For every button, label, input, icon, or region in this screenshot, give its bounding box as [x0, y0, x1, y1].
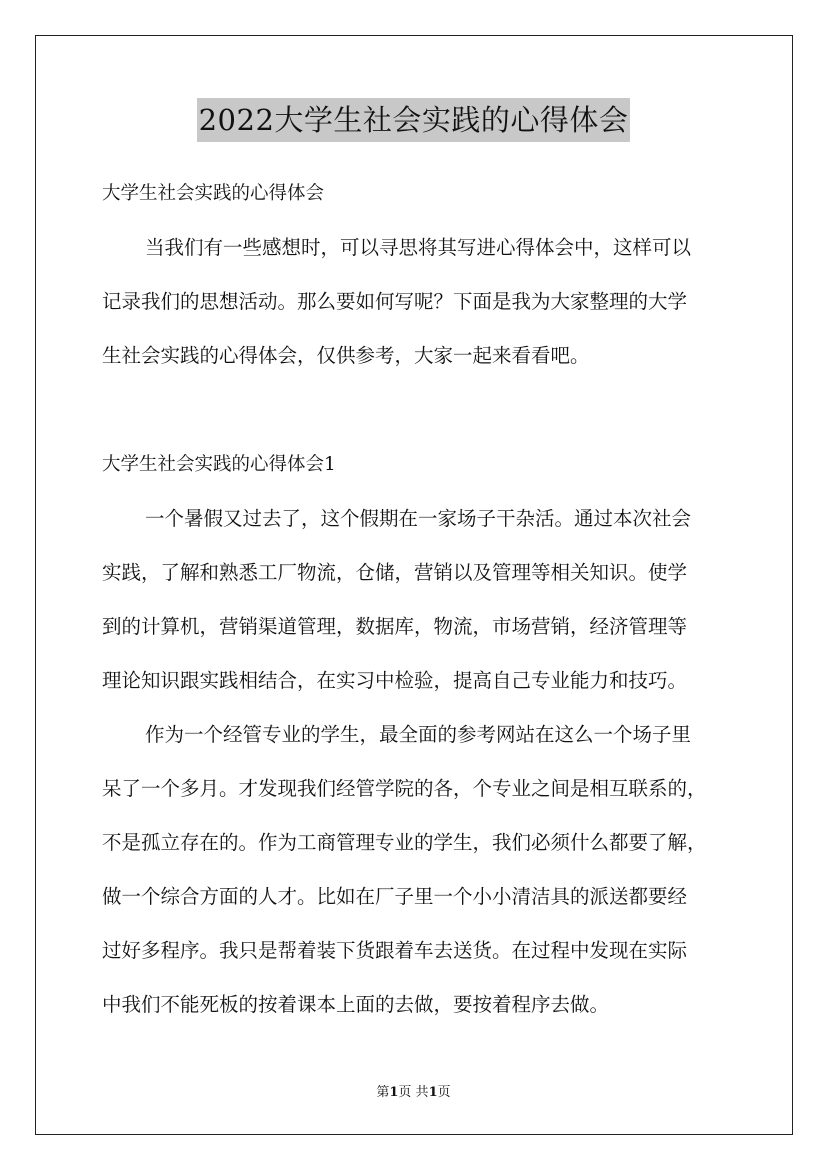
- paragraph2-line-4: 做一个综合方面的人才。比如在厂子里一个小小清洁具的派送都要经: [102, 885, 688, 908]
- paragraph1-line-4: 理论知识跟实践相结合，在实习中检验，提高自己专业能力和技巧。: [102, 669, 688, 692]
- paragraph2-line-1: 作为一个经管专业的学生，最全面的参考网站在这么一个场子里: [145, 723, 692, 746]
- intro-line-3: 生社会实践的心得体会，仅供参考，大家一起来看看吧。: [102, 344, 590, 367]
- page-footer: [0, 1084, 827, 1102]
- footer-page-prefix: 第: [376, 1085, 390, 1100]
- title-container: [0, 98, 827, 142]
- paragraph2-line-2: 呆了一个多月。才发现我们经管学院的各，个专业之间是相互联系的，: [102, 777, 707, 800]
- section-heading: 大学生社会实践的心得体会1: [102, 454, 336, 475]
- paragraph1-line-1: 一个暑假又过去了，这个假期在一家场子干杂活。通过本次社会: [145, 507, 692, 530]
- paragraph1-line-3: 到的计算机，营销渠道管理，数据库，物流，市场营销，经济管理等: [102, 615, 688, 638]
- paragraph2-line-3: 不是孤立存在的。作为工商管理专业的学生，我们必须什么都要了解，: [102, 831, 707, 854]
- footer-page-mid: 页 共: [398, 1085, 429, 1100]
- footer-page-total: 1: [428, 1085, 438, 1100]
- paragraph1-line-2: 实践，了解和熟悉工厂物流，仓储，营销以及管理等相关知识。使学: [102, 561, 688, 584]
- footer-page-current: 1: [389, 1085, 399, 1100]
- paragraph2-line-6: 中我们不能死板的按着课本上面的去做，要按着程序去做。: [102, 993, 610, 1016]
- intro-line-2: 记录我们的思想活动。那么要如何写呢？下面是我为大家整理的大学: [102, 290, 688, 313]
- footer-page-suffix: 页: [437, 1085, 451, 1100]
- document-subtitle: 大学生社会实践的心得体会: [102, 183, 325, 204]
- paragraph2-line-5: 过好多程序。我只是帮着装下货跟着车去送货。在过程中发现在实际: [102, 939, 688, 962]
- document-title: 2022大学生社会实践的心得体会: [197, 98, 631, 142]
- intro-line-1: 当我们有一些感想时，可以寻思将其写进心得体会中，这样可以: [145, 236, 692, 259]
